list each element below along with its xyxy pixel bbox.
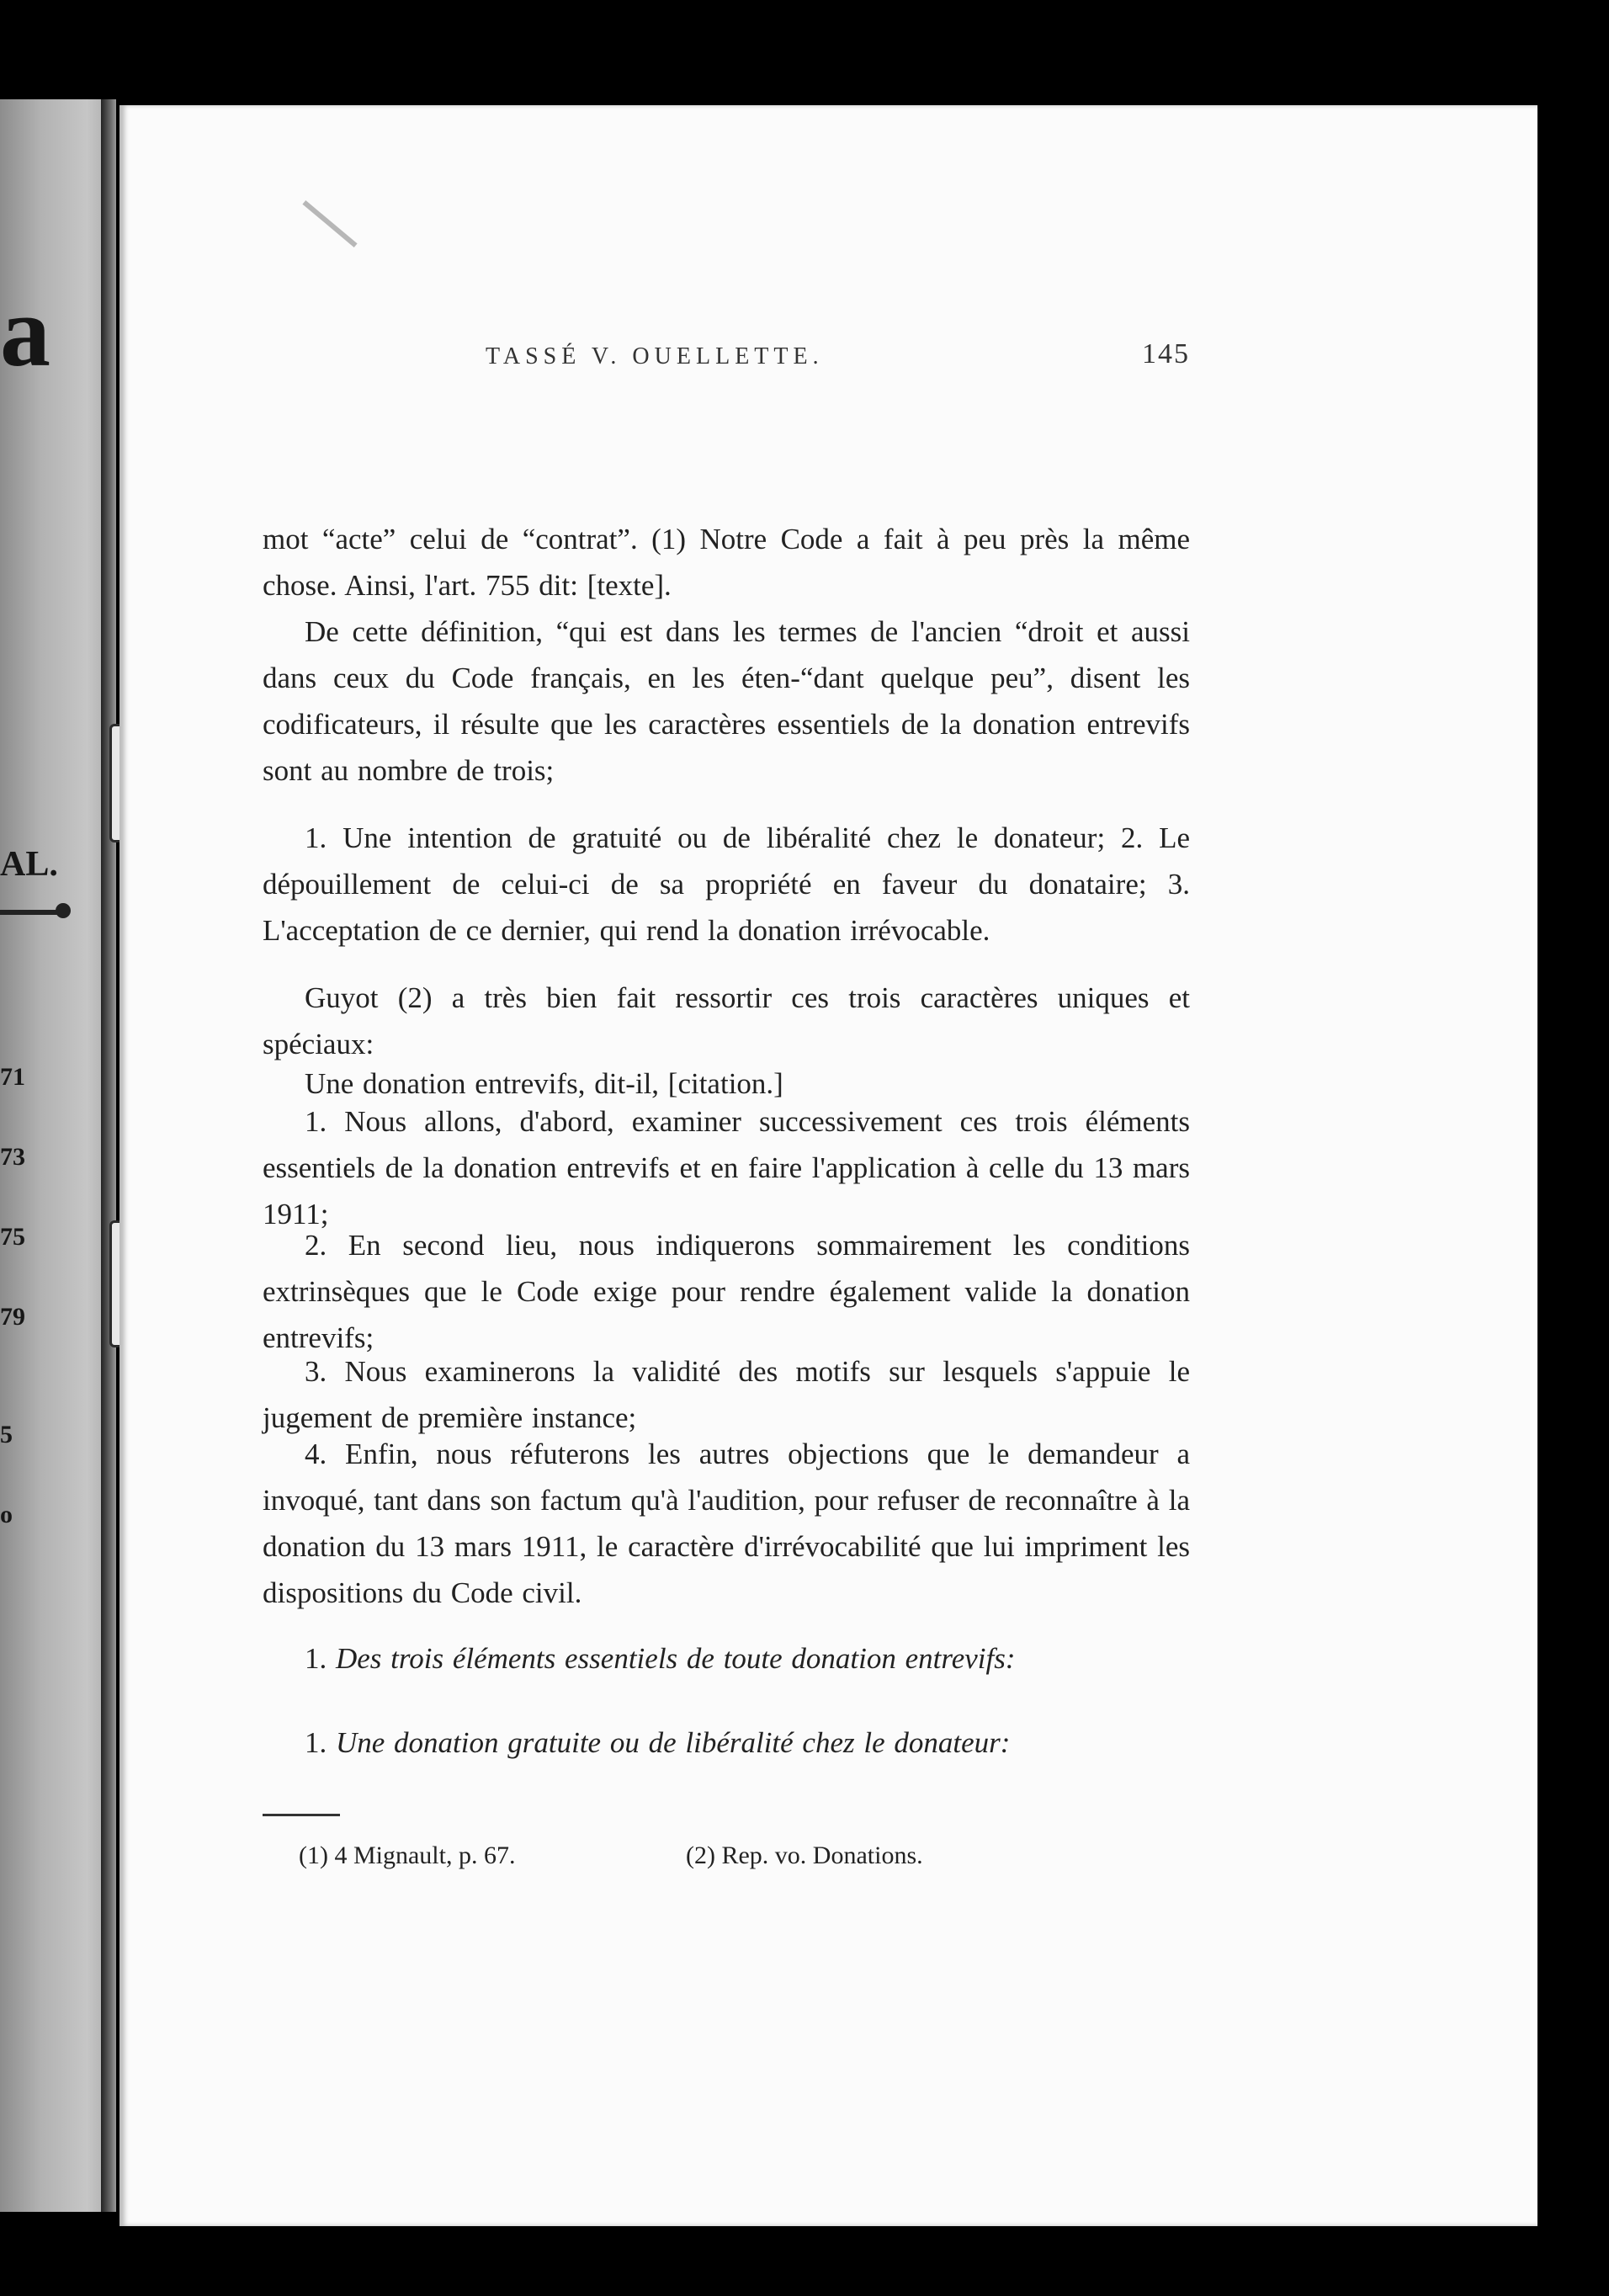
previous-page-number: 75 — [0, 1223, 25, 1251]
page-number: 145 — [1142, 338, 1190, 369]
previous-page-number: 73 — [0, 1143, 25, 1171]
paragraph: Une donation entrevifs, dit-il, [citation.] — [305, 1067, 783, 1100]
subsection-heading — [263, 1719, 1190, 1766]
binding-strip — [101, 99, 116, 2212]
previous-page-edge — [0, 99, 116, 2212]
previous-page-fragment: AL. — [0, 845, 58, 884]
previous-page-number: 5 — [0, 1421, 13, 1448]
previous-page-letter: a — [0, 275, 50, 387]
section-title: Des trois éléments essentiels de toute donation entrevifs: — [336, 1642, 1016, 1675]
paragraph: 2. En second lieu, nous indiquerons sommairement les conditions extrinsèques que le Code exige pour rendre également valide la donation entrevifs; — [263, 1229, 1190, 1354]
section-heading — [263, 1635, 1190, 1682]
previous-page-number: o — [0, 1501, 13, 1528]
previous-page-number: 71 — [0, 1063, 25, 1091]
footnote: (2) Rep. vo. Donations. — [686, 1842, 923, 1869]
footnote: (1) 4 Mignault, p. 67. — [299, 1842, 516, 1869]
paragraph: 4. Enfin, nous réfuterons les autres objections que le demandeur a invoqué, tant dans son factum qu'à l'audition, pour refuser de reconnaître à la donation du 13 mars 1911, le caractère d'irrévocabilité que lui impriment les dispositions du Code civil. — [263, 1438, 1190, 1609]
section-number: 1. — [305, 1642, 327, 1675]
subsection-title: Une donation gratuite ou de libéralité chez le donateur: — [336, 1726, 1011, 1759]
paragraph: 1. Une intention de gratuité ou de libéralité chez le donateur; 2. Le dépouillement de celui-ci de sa propriété en faveur du donataire; 3. L'acceptation de ce dernier, qui rend la donation irrévocable. — [263, 821, 1190, 947]
paragraph: 3. Nous examinerons la validité des motifs sur lesquels s'appuie le jugement de première instance; — [263, 1355, 1190, 1434]
paragraph: De cette définition, “qui est dans les termes de l'ancien “droit et aussi dans ceux du Code français, en les éten-“dant quelque peu”, disent les codificateurs, il résulte que les caractères essentiels de la donation entrevifs sont au nombre de trois; — [263, 615, 1190, 787]
running-title: TASSÉ V. OUELLETTE. — [486, 343, 824, 369]
paragraph: 1. Nous allons, d'abord, examiner successivement ces trois éléments essentiels de la donation entrevifs et en faire l'application à celle du 13 mars 1911; — [263, 1105, 1190, 1230]
subsection-number: 1. — [305, 1726, 327, 1759]
paragraph: mot “acte” celui de “contrat”. (1) Notre Code a fait à peu près la même chose. Ainsi, l'art. 755 dit: [texte]. — [263, 523, 1190, 602]
page-blemish — [302, 200, 357, 247]
paragraph: Guyot (2) a très bien fait ressortir ces trois caractères uniques et spéciaux: — [263, 981, 1190, 1060]
previous-page-number: 79 — [0, 1303, 25, 1331]
running-header — [263, 338, 1190, 377]
footnote-rule — [263, 1814, 340, 1816]
previous-page-ornament — [56, 903, 71, 918]
